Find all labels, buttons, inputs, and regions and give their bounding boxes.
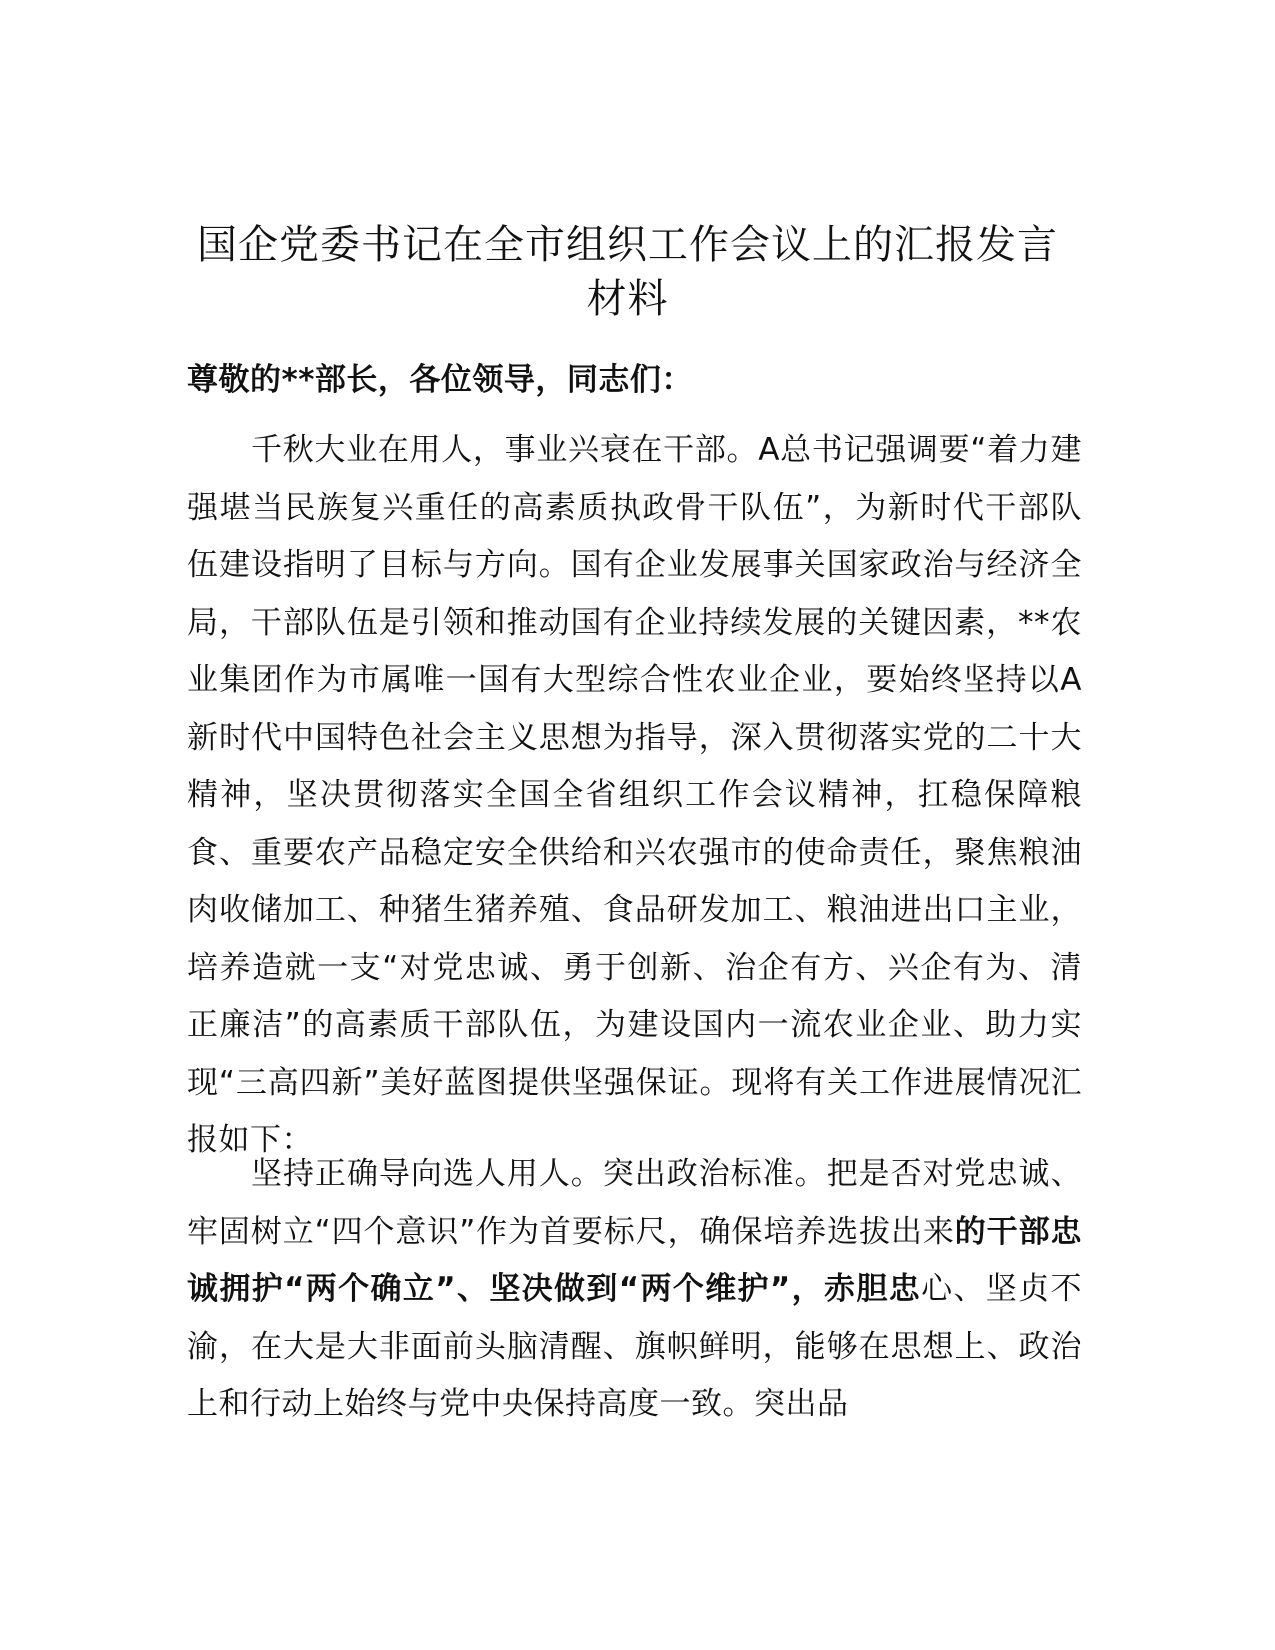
paragraph-selection [187,1146,1082,1434]
document-title: 国企党委书记在全市组织工作会议上的汇报发言材料 [197,222,1058,322]
paragraph-selection-text-2: 心、坚贞不渝，在大是大非面前头脑清醒、旗帜鲜明，能够在思想上、政治上和行动上始终与党中央保持高度一致。突出品 [187,1271,1083,1422]
salutation: 尊敬的**部长，各位领导，同志们： [187,362,693,398]
paragraph-intro: 千秋大业在用人，事业兴衰在干部。A总书记强调要“着力建强堪当民族复兴重任的高素质执政骨干队伍”，为新时代干部队伍建设指明了目标与方向。国有企业发展事关国家政治与经济全局，干部队伍是引领和推动国有企业持续发展的关键因素，**农业集团作为市属唯一国有大型综合性农业企业，要始终坚持以A新时代中国特色社会主义思想为指导，深入贯彻落实党的二十大精神，坚决贯彻落实全国全省组织工作会议精神，扛稳保障粮食、重要农产品稳定安全供给和兴农强市的使命责任，聚焦粮油肉收储加工、种猪生猪养殖、食品研发加工、粮油进出口主业，培养造就一支“对党忠诚、勇于创新、治企有方、兴企有为、清正廉洁”的高素质干部队伍，为建设国内一流农业企业、助力实现“三高四新”美好蓝图提供坚强保证。现将有关工作进展情况汇报如下： [187,432,1082,1158]
paragraph-selection-text-emphasis: 的干部忠诚拥护“两个确立”、坚决做到“两个维护”，赤胆忠 [187,1213,1082,1307]
paragraph-selection-text-1: 坚持正确导向选人用人。突出政治标准。把是否对党忠诚、牢固树立“四个意识”作为首要标尺，确保培养选拔出来 [187,1156,1082,1250]
